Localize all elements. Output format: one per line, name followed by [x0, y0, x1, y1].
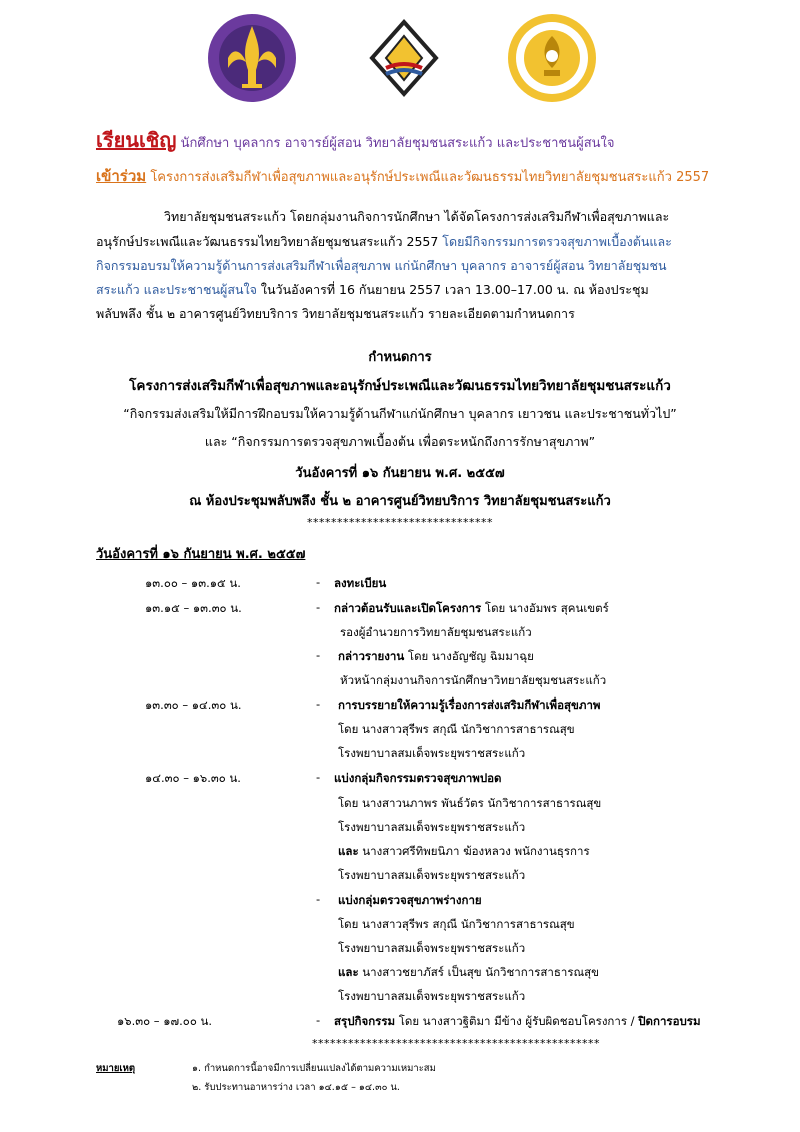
- sakaeo-community-college-logo: [356, 10, 452, 106]
- notes-label: หมายเหตุ: [96, 1063, 136, 1074]
- activity-body-org: โรงพยาบาลสมเด็จพระยุพราชสระแก้ว: [338, 941, 526, 955]
- time-3: ๑๓.๓๐ – ๑๔.๓๐ น.: [145, 698, 242, 712]
- activity-lung-check: แบ่งกลุ่มกิจกรรมตรวจสุขภาพปอด: [334, 771, 502, 785]
- dash-4: -: [316, 697, 321, 711]
- burapha-university-logo: [506, 12, 598, 104]
- agenda-divider: *******************************: [307, 516, 493, 529]
- activity-body-org-2: โรงพยาบาลสมเด็จพระยุพราชสระแก้ว: [338, 989, 526, 1003]
- agenda-venue: ณ ห้องประชุมพลับพลึง ชั้น ๒ อาคารศูนย์วิทยบริการ วิทยาลัยชุมชนสระแก้ว: [189, 494, 611, 509]
- agenda-quote-2: และ “กิจกรรมการตรวจสุขภาพเบื้องต้น เพื่อตระหนักถึงการรักษาสุขภาพ”: [204, 434, 596, 449]
- office-commission-seal: [206, 12, 298, 104]
- body-line-2: อนุรักษ์ประเพณีและวัฒนธรรมไทยวิทยาลัยชุมชนสระแก้ว 2557 โดยมีกิจกรรมการตรวจสุขภาพเบื้องต้นและ: [96, 234, 672, 249]
- activity-lung-by-2: และ นางสาวศรีทิพยนิภา ฆ้องหลวง พนักงานธุรการ: [338, 844, 590, 858]
- note-2: ๒. รับประทานอาหารว่าง เวลา ๑๔.๑๕ – ๑๔.๓๐ น.: [192, 1082, 400, 1093]
- activity-lecture-by: โดย นางสาวสุรีพร สกุณี นักวิชาการสาธารณสุข: [338, 722, 575, 736]
- schedule-divider: ************************************************: [312, 1037, 600, 1050]
- activity-welcome: กล่าวต้อนรับและเปิดโครงการ โดย นางอัมพร สุคนเขตร์: [334, 601, 609, 615]
- agenda-date: วันอังคารที่ ๑๖ กันยายน พ.ศ. ๒๕๕๗: [295, 466, 505, 481]
- schedule-day: วันอังคารที่ ๑๖ กันยายน พ.ศ. ๒๕๕๗: [96, 547, 306, 562]
- time-2: ๑๓.๑๕ – ๑๓.๓๐ น.: [145, 601, 242, 615]
- join-label: เข้าร่วม: [96, 167, 147, 185]
- activity-registration: ลงทะเบียน: [334, 576, 387, 590]
- time-5: ๑๖.๓๐ – ๑๗.๐๐ น.: [117, 1014, 213, 1028]
- activity-welcome-role: รองผู้อำนวยการวิทยาลัยชุมชนสระแก้ว: [340, 625, 532, 639]
- body-line-1: วิทยาลัยชุมชนสระแก้ว โดยกลุ่มงานกิจการนักศึกษา ได้จัดโครงการส่งเสริมกีฬาเพื่อสุขภาพและ: [164, 209, 670, 224]
- dash-3: -: [316, 648, 321, 662]
- agenda-heading: กำหนดการ: [368, 350, 432, 365]
- activity-body-by: โดย นางสาวสุรีพร สกุณี นักวิชาการสาธารณสุข: [338, 917, 575, 931]
- agenda-quote-1: “กิจกรรมส่งเสริมให้มีการฝึกอบรมให้ความรู้ด้านกีฬาแก่นักศึกษา บุคลากร เยาวชน และประชาชนทั่วไป”: [123, 406, 677, 421]
- time-1: ๑๓.๐๐ – ๑๓.๑๕ น.: [145, 576, 241, 590]
- activity-lung-org-2: โรงพยาบาลสมเด็จพระยุพราชสระแก้ว: [338, 868, 526, 882]
- time-4: ๑๔.๓๐ – ๑๖.๓๐ น.: [145, 771, 241, 785]
- body-line-4: สระแก้ว และประชาชนผู้สนใจ ในวันอังคารที่ 16 กันยายน 2557 เวลา 13.00–17.00 น. ณ ห้องประชุม: [96, 282, 649, 297]
- activity-summary: สรุปกิจกรรม โดย นางสาวฐิติมา มีข้าง ผู้รับผิดชอบโครงการ / ปิดการอบรม: [334, 1014, 701, 1028]
- activity-lecture-org: โรงพยาบาลสมเด็จพระยุพราชสระแก้ว: [338, 746, 526, 760]
- activity-lecture: การบรรยายให้ความรู้เรื่องการส่งเสริมกีฬาเพื่อสุขภาพ: [338, 698, 601, 712]
- invite-line-1: [96, 124, 614, 156]
- note-1: ๑. กำหนดการนี้อาจมีการเปลี่ยนแปลงได้ตามความเหมาะสม: [192, 1063, 436, 1074]
- body-line-5: พลับพลึง ชั้น ๒ อาคารศูนย์วิทยบริการ วิทยาลัยชุมชนสระแก้ว รายละเอียดตามกำหนดการ: [96, 306, 575, 321]
- dash-7: -: [316, 1013, 321, 1027]
- invite-label: เรียนเชิญ: [96, 128, 177, 152]
- activity-lung-org: โรงพยาบาลสมเด็จพระยุพราชสระแก้ว: [338, 820, 526, 834]
- agenda-project: โครงการส่งเสริมกีฬาเพื่อสุขภาพและอนุรักษ์ประเพณีและวัฒนธรรมไทยวิทยาลัยชุมชนสระแก้ว: [129, 378, 671, 394]
- body-line-3: กิจกรรมอบรมให้ความรู้ด้านการส่งเสริมกีฬาเพื่อสุขภาพ แก่นักศึกษา บุคลากร อาจารย์ผู้สอน วิทยาลัยชุมชน: [96, 258, 667, 273]
- activity-body-check: แบ่งกลุ่มตรวจสุขภาพร่างกาย: [338, 893, 482, 907]
- invite-line-2: [96, 164, 709, 188]
- dash-2: -: [316, 600, 321, 614]
- invite-audience: นักศึกษา บุคลากร อาจารย์ผู้สอน วิทยาลัยชุมชนสระแก้ว และประชาชนผู้สนใจ: [180, 136, 615, 151]
- activity-body-by-2: และ นางสาวชยาภัสร์ เป็นสุข นักวิชาการสาธารณสุข: [338, 965, 600, 979]
- project-title: โครงการส่งเสริมกีฬาเพื่อสุขภาพและอนุรักษ์ประเพณีและวัฒนธรรมไทยวิทยาลัยชุมชนสระแก้ว 2557: [150, 170, 710, 185]
- activity-report-role: หัวหน้ากลุ่มงานกิจการนักศึกษาวิทยาลัยชุมชนสระแก้ว: [340, 673, 607, 687]
- dash-5: -: [316, 770, 321, 784]
- activity-report: กล่าวรายงาน โดย นางอัญชัญ ฉิมมาฉุย: [338, 649, 534, 663]
- activity-lung-by: โดย นางสาวนภาพร พันธ์วัตร นักวิชาการสาธารณสุข: [338, 796, 602, 810]
- dash-1: -: [316, 575, 321, 589]
- dash-6: -: [316, 892, 321, 906]
